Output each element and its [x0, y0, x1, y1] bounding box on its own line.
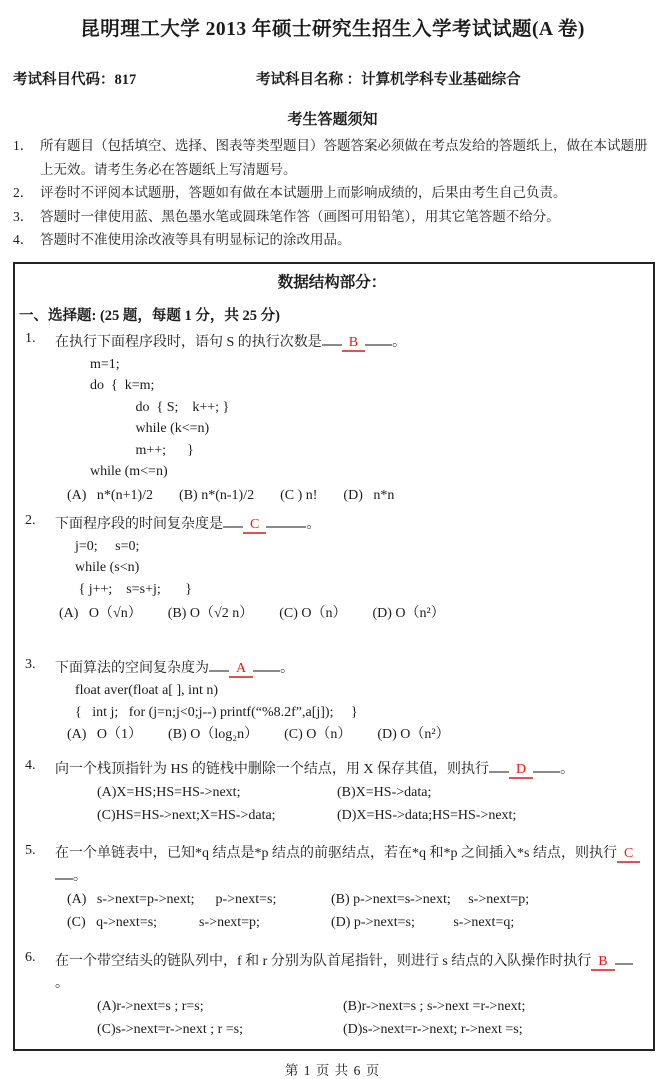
options-row — [55, 782, 645, 804]
question-body — [55, 843, 645, 934]
option-c: (C) q->next=s; s->next=p; — [67, 915, 260, 930]
notice-item — [13, 134, 653, 181]
answer-blank — [209, 657, 229, 672]
notice-item-text: 答题时一律使用蓝、黑色墨水笔或圆珠笔作答（画图可用铅笔），用其它笔答题不给分。 — [40, 208, 560, 224]
question-stem — [55, 843, 645, 888]
code-line: while (k<=n) — [90, 421, 210, 436]
question-number: 4. — [25, 758, 36, 773]
option-a: (A) s->next=p->next; p->next=s; — [67, 892, 277, 907]
option-c: (C) O（n） — [279, 606, 347, 621]
answer-text: C — [617, 846, 640, 863]
option-c: (C)s->next=r->next ; r =s; — [97, 1022, 243, 1037]
question-stem — [55, 331, 645, 354]
options-row — [55, 724, 645, 746]
notice-item — [13, 181, 653, 205]
question-stem — [55, 657, 645, 680]
option-c: (C) O（n） — [284, 727, 352, 742]
option-a: (A) O（1） — [67, 727, 143, 742]
option-d: (D) O（n²） — [372, 606, 445, 621]
question-body — [55, 657, 645, 746]
code-line: { j++; s=s+j; } — [75, 581, 192, 597]
option-b: (B) p->next=s->next; s->next=p; — [331, 892, 530, 907]
notice-item — [13, 205, 653, 229]
page-title: 昆明理工大学 2013 年硕士研究生招生入学考试试题(A 卷) — [80, 19, 585, 40]
code-line: m=1; — [90, 356, 120, 372]
answer-text: B — [342, 335, 365, 352]
option-b: (B) O（√2 n） — [167, 606, 254, 621]
question-number: 5. — [25, 843, 36, 858]
question-number: 6. — [25, 950, 36, 965]
code-line: while (m<=n) — [90, 464, 168, 479]
code-line: j=0; s=0; — [75, 538, 140, 554]
notice-item-number: 4． — [13, 232, 34, 247]
stem-tail: 。 — [392, 334, 407, 350]
stem-tail: 。 — [73, 869, 87, 884]
answer-blank — [322, 331, 342, 346]
option-d: (D) O（n²） — [377, 727, 450, 742]
options-row — [55, 805, 645, 827]
answer-text: A — [229, 661, 253, 678]
notice-item-text: 评卷时不评阅本试题册，答题如有做在本试题册上而影响成绩的，后果由考生自己负责。 — [40, 185, 567, 200]
question-body — [55, 758, 645, 827]
answer-text: B — [591, 954, 614, 971]
question-4 — [19, 758, 645, 827]
answer-blank — [365, 331, 392, 346]
question-1 — [19, 331, 645, 507]
code-line: do { k=m; — [90, 378, 155, 393]
option-a: (A) O（√n） — [59, 606, 142, 621]
options-row — [55, 603, 645, 625]
notice-item — [13, 228, 653, 252]
notice-item-number: 3． — [13, 208, 34, 224]
option-d: (D) n*n — [343, 487, 395, 503]
footer-middle: 页 共 — [315, 1063, 350, 1078]
question-3 — [19, 657, 645, 746]
notice-item-number: 1． — [13, 138, 34, 153]
answer-blank — [266, 513, 306, 528]
question-stem — [55, 758, 645, 781]
option-b: (B) n*(n-1)/2 — [179, 487, 255, 503]
stem-tail: 。 — [560, 762, 575, 777]
stem-text: 在一个带空结头的链队列中，f 和 r 分别为队首尾指针，则进行 s 结点的入队操作时执行 — [55, 954, 592, 969]
subject-code: 考试科目代码：817 — [13, 72, 137, 88]
stem-tail: 。 — [280, 661, 295, 676]
question-stem — [55, 950, 645, 995]
stem-text: 在一个单链表中，已知*q 结点是*p 结点的前驱结点，若在*q 和*p 之间插入*s 结点，则执行 — [55, 846, 617, 861]
option-a: (A)r->next=s ; r=s; — [97, 999, 204, 1014]
stem-text: 下面算法的空间复杂度为 — [55, 661, 209, 676]
option-c: (C)HS=HS->next;X=HS->data; — [97, 808, 276, 823]
option-d: (D)X=HS->data;HS=HS->next; — [337, 808, 517, 823]
notice-item-text: 所有题目（包括填空、选择、图表等类型题目）答题答案必须做在考点发给的答题纸上，做在本试题册上无效。请考生务必在答题纸上写清题号。 — [40, 138, 648, 177]
question-body — [55, 950, 645, 1041]
notice-list — [0, 134, 665, 252]
option-a: (A)X=HS;HS=HS->next; — [97, 785, 241, 800]
part-title: 数据结构部分： — [277, 273, 387, 291]
subject-name: 考试科目名称 ：计算机学科专业基础综合 — [256, 72, 521, 88]
code-line: { int j; for (j=n;j<0;j--) printf(“%8.2f”,a[j]); } — [75, 704, 358, 720]
options-row — [55, 889, 645, 911]
footer-prefix: 第 — [284, 1063, 300, 1078]
notice-item-number: 2． — [13, 185, 34, 200]
stem-text: 下面程序段的时间复杂度是 — [55, 516, 223, 532]
options-row — [55, 996, 645, 1018]
answer-text: D — [509, 762, 533, 779]
code-line: while (s<n) — [75, 560, 140, 575]
footer-total-pages: 6 — [353, 1063, 362, 1078]
option-d: (D) p->next=s; s->next=q; — [331, 915, 515, 930]
question-box — [13, 262, 655, 1052]
question-stem — [55, 513, 645, 536]
question-number: 2. — [25, 512, 36, 528]
option-a: (A) n*(n+1)/2 — [67, 487, 154, 503]
stem-tail: 。 — [55, 976, 69, 991]
notice-title: 考生答题须知 — [287, 112, 378, 128]
options-row — [55, 912, 645, 934]
option-b: (B)r->next=s ; s->next =r->next; — [343, 999, 526, 1014]
stem-text: 在执行下面程序段时，语句 S 的执行次数是 — [55, 334, 322, 350]
notice-item-text: 答题时不准使用涂改液等具有明显标记的涂改用品。 — [40, 232, 351, 247]
footer-page-number: 1 — [303, 1063, 312, 1078]
question-6 — [19, 950, 645, 1041]
option-b: (B) O（log₂n） — [168, 727, 259, 742]
subject-row — [0, 68, 665, 89]
question-body — [55, 513, 645, 626]
answer-text: C — [243, 517, 266, 534]
question-2 — [19, 513, 645, 626]
notice-section — [0, 108, 665, 252]
page-footer — [0, 1059, 665, 1079]
code-line: m++; } — [90, 442, 194, 458]
stem-text: 向一个栈顶指针为 HS 的链栈中删除一个结点，用 X 保存其值，则执行 — [55, 762, 490, 777]
code-line: do { S; k++; } — [90, 399, 230, 415]
question-5 — [19, 843, 645, 934]
option-b: (B)X=HS->data; — [337, 785, 432, 800]
answer-blank — [615, 950, 633, 965]
question-body — [55, 331, 645, 507]
code-line: float aver(float a[ ], int n) — [75, 683, 219, 698]
answer-blank — [223, 513, 243, 528]
answer-blank — [533, 758, 560, 773]
section-heading: 一、选择题: (25 题，每题 1 分，共 25 分) — [19, 307, 280, 324]
option-c: (C ) n! — [280, 487, 318, 503]
options-row — [55, 1019, 645, 1041]
option-d: (D)s->next=r->next; r->next =s; — [343, 1022, 523, 1037]
answer-blank — [253, 657, 280, 672]
answer-blank — [489, 758, 509, 773]
answer-blank — [55, 865, 73, 880]
question-number: 3. — [25, 657, 36, 672]
footer-suffix: 页 — [365, 1063, 381, 1078]
options-row — [55, 485, 645, 507]
stem-tail: 。 — [306, 516, 321, 532]
question-number: 1. — [25, 330, 36, 346]
